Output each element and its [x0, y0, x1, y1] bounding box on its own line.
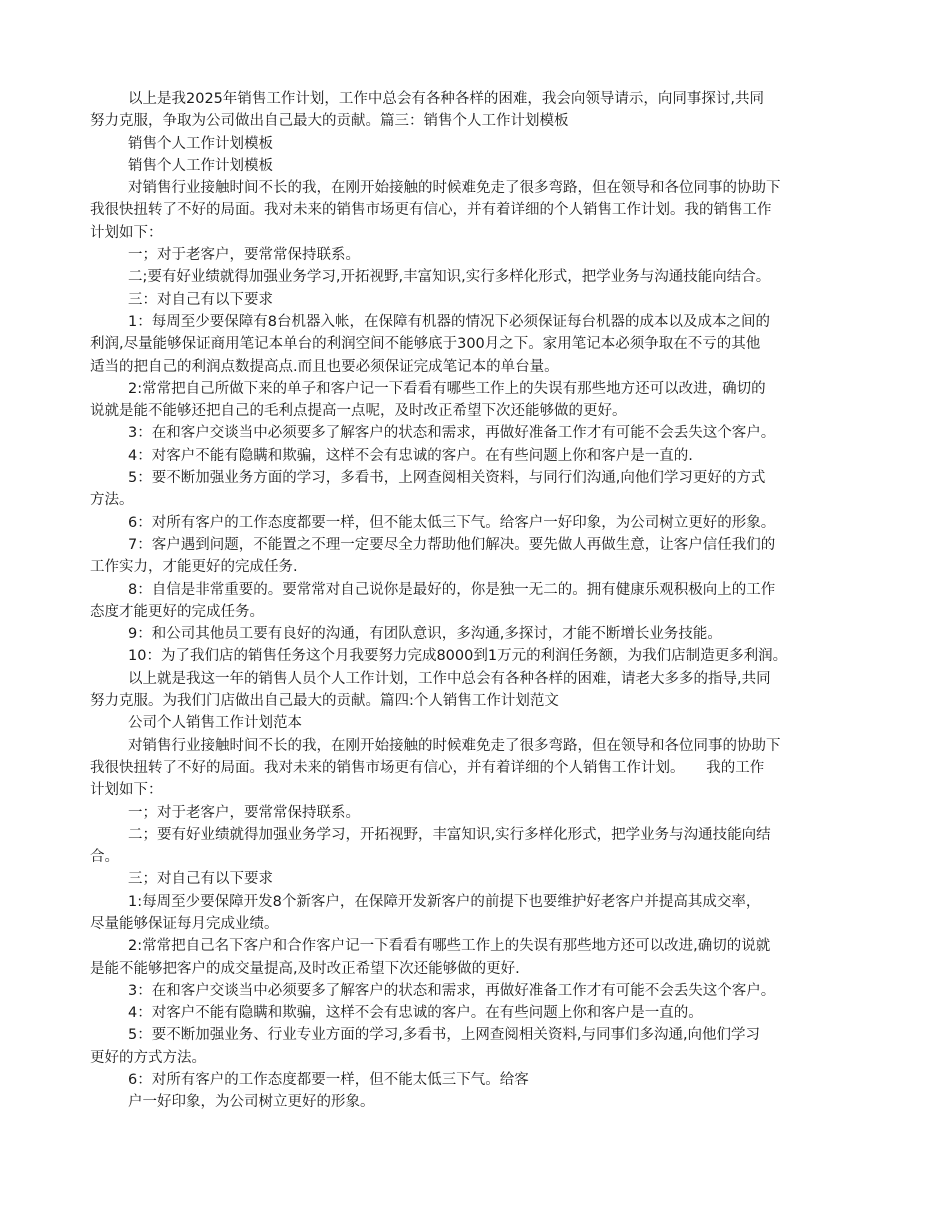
text-line: 1:每周至少要保障开发8个新客户，在保障开发新客户的前提下也要维护好老客户并提高其成交率，: [128, 893, 761, 910]
text-line: 是能不能够把客户的成交量提高,及时改正希望下次还能够做的更好.: [90, 960, 520, 977]
text-line: 2:常常把自己名下客户和合作客户记一下看看有哪些工作上的失误有那些地方还可以改进,确切的说就: [128, 938, 771, 955]
text-line: 方法。: [90, 492, 134, 509]
text-line: 4：对客户不能有隐瞒和欺骗，这样不会有忠诚的客户。在有些问题上你和客户是一直的。: [128, 1005, 703, 1022]
text-line: 三；对自己有以下要求: [128, 871, 273, 888]
text-line: 户一好印象，为公司树立更好的形象。: [128, 1094, 375, 1111]
text-line: 6：对所有客户的工作态度都要一样，但不能太低三下气。给客: [128, 1072, 529, 1089]
text-line: 计划如下：: [90, 224, 163, 241]
text-line: 2:常常把自己所做下来的单子和客户记一下看看有哪些工作上的失误有那些地方还可以改进，确切的: [128, 380, 766, 397]
text-line: 1：每周至少要保障有8台机器入帐，在保障有机器的情况下必须保证每台机器的成本以及成本之间的: [128, 313, 770, 330]
text-line: 8：自信是非常重要的。要常常对自己说你是最好的，你是独一无二的。拥有健康乐观积极向上的工作: [128, 581, 776, 598]
text-line: 5：要不断加强业务、行业专业方面的学习,多看书，上网查阅相关资料,与同事们多沟通,向他们学习: [128, 1027, 761, 1044]
text-line: 一；对于老客户，要常常保持联系。: [128, 247, 360, 264]
text-line: 态度才能更好的完成任务。: [90, 603, 264, 620]
text-line: 以上就是我这一年的销售人员个人工作计划，工作中总会有各种各样的困难，请老大多多的指导,共同: [128, 670, 771, 687]
text-line: 以上是我2025年销售工作计划，工作中总会有各种各样的困难，我会向领导请示，向同事探讨,共同: [128, 91, 765, 107]
text-line: 6：对所有客户的工作态度都要一样，但不能太低三下气。给客户一好印象，为公司树立更好的形象。: [128, 514, 776, 531]
text-line: 3：在和客户交谈当中必须要多了解客户的状态和需求，再做好准备工作才有可能不会丢失这个客户。: [128, 982, 776, 999]
text-line: 工作实力，才能更好的完成任务.: [90, 559, 298, 576]
text-line: 三：对自己有以下要求: [128, 291, 273, 308]
document-body: [90, 88, 890, 1114]
text-line: 销售个人工作计划模板: [128, 157, 273, 174]
text-line: 9：和公司其他员工要有良好的沟通，有团队意识，多沟通,多探讨，才能不断增长业务技能。: [128, 626, 722, 643]
text-line: 适当的把自己的利润点数提高点.而且也要必须保证完成笔记本的单台量。: [90, 358, 559, 375]
text-line: 3：在和客户交谈当中必须要多了解客户的状态和需求，再做好准备工作才有可能不会丢失这个客户。: [128, 425, 776, 442]
text-line: 二；要有好业绩就得加强业务学习，开拓视野，丰富知识,实行多样化形式，把学业务与沟通技能向结: [128, 826, 771, 843]
text-line: 努力克服。为我们门店做出自己最大的贡献。篇四:个人销售工作计划范文: [90, 693, 559, 710]
text-line: 计划如下：: [90, 782, 163, 799]
text-line: 合。: [90, 849, 119, 866]
text-line: 二;要有好业绩就得加强业务学习,开拓视野,丰富知识,实行多样化形式，把学业务与沟通技能向结合。: [128, 269, 771, 286]
text-line: 我很快扭转了不好的局面。我对未来的销售市场更有信心，并有着详细的个人销售工作计划。我的销售工作: [90, 202, 772, 219]
text-line: 对销售行业接触时间不长的我，在刚开始接触的时候难免走了很多弯路，但在领导和各位同事的协助下: [128, 737, 781, 754]
text-line: 说就是能不能够还把自己的毛利点提高一点呢，及时改正希望下次还能够做的更好。: [90, 403, 627, 420]
text-line: 我很快扭转了不好的局面。我对未来的销售市场更有信心，并有着详细的个人销售工作计划。 我的工作: [90, 759, 765, 776]
text-line: 尽量能够保证每月完成业绩。: [90, 915, 279, 932]
text-line: 一；对于老客户，要常常保持联系。: [128, 804, 360, 821]
text-line: 努力克服，争取为公司做出自己最大的贡献。篇三：销售个人工作计划模板: [90, 113, 569, 130]
text-line: 对销售行业接触时间不长的我，在刚开始接触的时候难免走了很多弯路，但在领导和各位同事的协助下: [128, 180, 781, 197]
text-line: 更好的方式方法。: [90, 1049, 206, 1066]
text-line: 7：客户遇到问题，不能置之不理一定要尽全力帮助他们解决。要先做人再做生意，让客户信任我们的: [128, 536, 776, 553]
text-line: 10：为了我们店的销售任务这个月我要努力完成8000到1万元的利润任务额，为我们店制造更多利润。: [128, 648, 788, 665]
text-line: 4：对客户不能有隐瞒和欺骗，这样不会有忠诚的客户。在有些问题上你和客户是一直的.: [128, 447, 693, 464]
text-line: 5：要不断加强业务方面的学习，多看书，上网查阅相关资料，与同行们沟通,向他们学习更好的方式: [128, 470, 766, 487]
text-line: 销售个人工作计划模板: [128, 135, 273, 152]
text-line: 利润,尽量能够保证商用笔记本单台的利润空间不能够底于300月之下。家用笔记本必须争取在不亏的其他: [90, 336, 761, 353]
text-line: 公司个人销售工作计划范本: [128, 715, 302, 732]
